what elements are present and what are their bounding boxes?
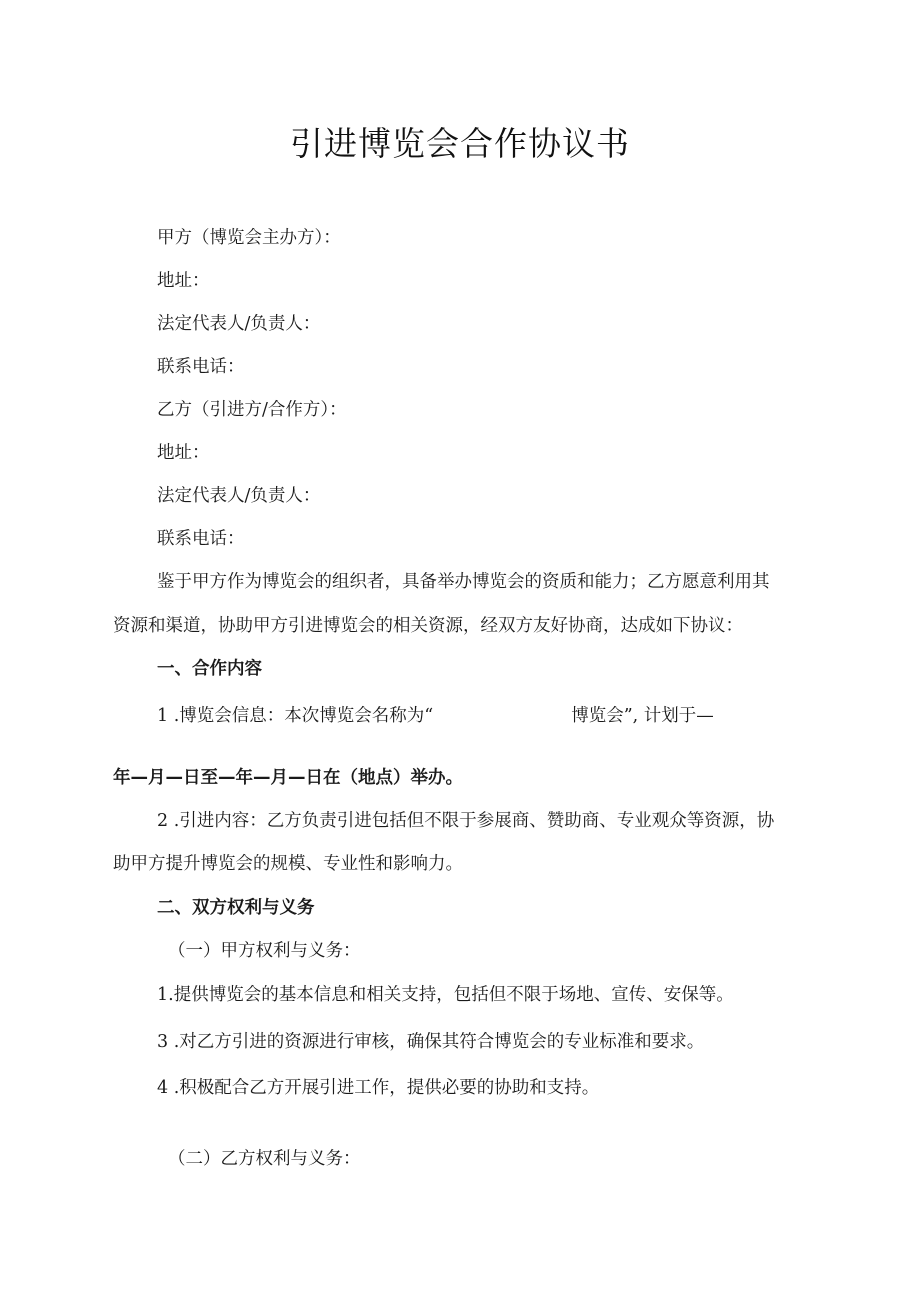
section-1-heading: 一、合作内容: [157, 659, 262, 679]
party-a-representative: 法定代表人/负责人：: [157, 314, 321, 334]
section-1-item-2-line-1: 2 .引进内容：乙方负责引进包括但不限于参展商、赞助商、专业观众等资源，协: [157, 811, 775, 831]
party-b-label: 乙方（引进方/合作方）：: [157, 400, 347, 420]
party-b-phone: 联系电话：: [157, 529, 245, 549]
party-a-phone: 联系电话：: [157, 357, 245, 377]
section-1-item-2-line-2: 助甲方提升博览会的规模、专业性和影响力。: [113, 854, 463, 874]
party-a-address: 地址：: [157, 271, 210, 291]
section-2-heading: 二、双方权利与义务: [157, 898, 315, 918]
section-2-a-item-4: 4 .积极配合乙方开展引进工作，提供必要的协助和支持。: [157, 1078, 600, 1098]
section-2-sub-b: （二）乙方权利与义务：: [168, 1149, 361, 1169]
preamble-line-1: 鉴于甲方作为博览会的组织者，具备举办博览会的资质和能力；乙方愿意利用其: [157, 572, 770, 592]
section-2-a-item-3: 3 .对乙方引进的资源进行审核，确保其符合博览会的专业标准和要求。: [157, 1032, 705, 1052]
item-1-text-part-2: 博览会”, 计划于—: [571, 706, 714, 726]
preamble-line-2: 资源和渠道，协助甲方引进博览会的相关资源，经双方友好协商，达成如下协议：: [113, 616, 743, 636]
item-1-text-part-1: 1 .博览会信息：本次博览会名称为“: [157, 706, 434, 726]
section-2-a-item-1: 1.提供博览会的基本信息和相关支持，包括但不限于场地、宣传、安保等。: [157, 985, 734, 1005]
section-1-item-1: [157, 704, 714, 728]
party-b-representative: 法定代表人/负责人：: [157, 486, 321, 506]
party-a-label: 甲方（博览会主办方）：: [157, 228, 341, 248]
section-1-item-1-line-2: 年—月—日至—年—月—日在（地点）举办。: [113, 768, 463, 788]
party-b-address: 地址：: [157, 443, 210, 463]
section-2-sub-a: （一）甲方权利与义务：: [168, 941, 361, 961]
document-title: 引进博览会合作协议书: [290, 124, 630, 163]
